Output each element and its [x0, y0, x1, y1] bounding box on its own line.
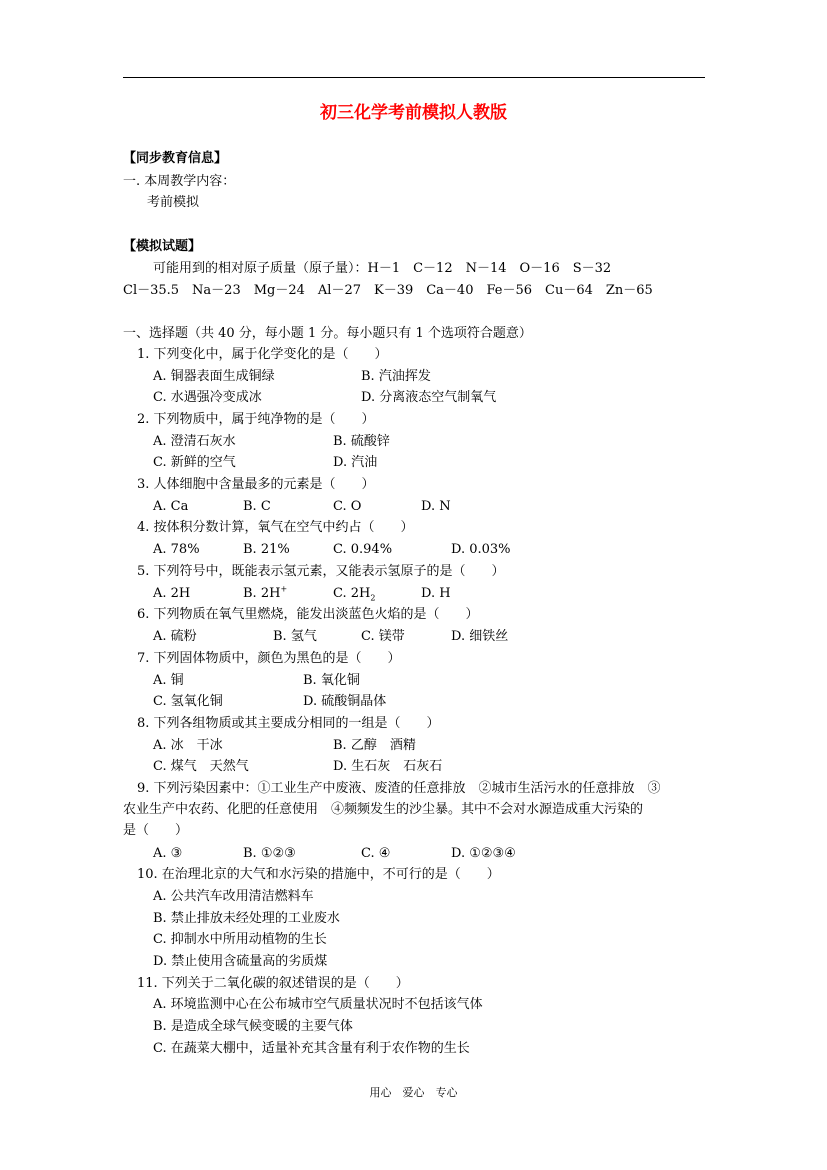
question-10-stem: 10. 在治理北京的大气和水污染的措施中，不可行的是（ ） — [137, 867, 500, 882]
question-5-option-a: A. 2H — [153, 586, 191, 601]
question-1-option-a: A. 铜器表面生成铜绿 — [153, 369, 275, 384]
question-5-option-c-text: C. 2H — [333, 586, 371, 601]
question-1-option-d: D. 分离液态空气制氧气 — [361, 390, 497, 405]
question-4-option-c: C. 0.94% — [333, 542, 393, 557]
question-5-stem: 5. 下列符号中，既能表示氢元素，又能表示氢原子的是（ ） — [137, 564, 505, 579]
question-5-option-b-text: B. 2H — [243, 586, 281, 601]
question-11-option-a: A. 环境监测中心在公布城市空气质量状况时不包括该气体 — [153, 997, 483, 1012]
question-1-option-c: C. 水遇强冷变成冰 — [153, 390, 262, 405]
question-8-stem: 8. 下列各组物质或其主要成分相同的一组是（ ） — [137, 716, 440, 731]
question-7-option-a: A. 铜 — [153, 673, 184, 688]
document-title: 初三化学考前模拟人教版 — [320, 103, 507, 123]
question-9-option-a: A. ③ — [153, 846, 183, 861]
question-8-option-b: B. 乙醇 酒精 — [333, 738, 416, 753]
question-11-option-c: C. 在蔬菜大棚中，适量补充其含量有利于农作物的生长 — [153, 1041, 470, 1056]
question-7-option-d: D. 硫酸铜晶体 — [303, 694, 387, 709]
question-9-line-1: 9. 下列污染因素中：①工业生产中废液、废渣的任意排放 ②城市生活污水的任意排放 ③ — [137, 781, 661, 796]
question-6-option-c: C. 镁带 — [361, 629, 405, 644]
question-4-option-b: B. 21% — [243, 542, 290, 557]
question-9-line-2: 农业生产中农药、化肥的任意使用 ④频频发生的沙尘暴。其中不会对水源造成重大污染的 — [123, 802, 644, 817]
question-9-option-d: D. ①②③④ — [451, 846, 516, 861]
question-10-option-a: A. 公共汽车改用清洁燃料车 — [153, 889, 314, 904]
question-3-option-d: D. N — [421, 499, 451, 514]
question-6-option-a: A. 硫粉 — [153, 629, 197, 644]
question-8-option-c: C. 煤气 天然气 — [153, 759, 249, 774]
question-10-option-d: D. 禁止使用含硫量高的劣质煤 — [153, 954, 328, 969]
page-footer: 用心 爱心 专心 — [369, 1086, 458, 1099]
question-6-option-b: B. 氢气 — [273, 629, 317, 644]
question-4-option-d: D. 0.03% — [451, 542, 511, 557]
question-2-option-c: C. 新鲜的空气 — [153, 455, 236, 470]
question-2-stem: 2. 下列物质中，属于纯净物的是（ ） — [137, 412, 375, 427]
sync-heading: 【同步教育信息】 — [123, 151, 228, 166]
question-6-option-d: D. 细铁丝 — [451, 629, 509, 644]
question-3-stem: 3. 人体细胞中含量最多的元素是（ ） — [137, 477, 375, 492]
question-2-option-d: D. 汽油 — [333, 455, 378, 470]
question-1-option-b: B. 汽油挥发 — [361, 369, 431, 384]
question-5-option-c — [333, 585, 375, 603]
question-5-option-b-charge: + — [280, 584, 288, 594]
atomic-mass-line-2: Cl－35.5 Na－23 Mg－24 Al－27 K－39 Ca－40 Fe－56 Cu－64 Zn－65 — [123, 283, 653, 298]
question-5-option-d: D. H — [421, 586, 451, 601]
atomic-mass-line-1: 可能用到的相对原子质量（原子量）：H－1 C－12 N－14 O－16 S－32 — [153, 261, 612, 276]
question-9-line-3: 是（ ） — [123, 823, 189, 838]
question-11-option-b: B. 是造成全球气候变暖的主要气体 — [153, 1019, 353, 1034]
question-5-option-b — [243, 585, 287, 603]
question-3-option-c: C. O — [333, 499, 362, 514]
part1-heading: 一、选择题（共 40 分，每小题 1 分。每小题只有 1 个选项符合题意） — [123, 326, 532, 341]
question-11-stem: 11. 下列关于二氧化碳的叙述错误的是（ ） — [137, 976, 409, 991]
question-4-option-a: A. 78% — [153, 542, 200, 557]
question-3-option-b: B. C — [243, 499, 271, 514]
question-8-option-d: D. 生石灰 石灰石 — [333, 759, 443, 774]
content-heading: 一. 本周教学内容： — [123, 174, 236, 189]
sim-heading: 【模拟试题】 — [123, 239, 202, 254]
content-item: 考前模拟 — [147, 195, 200, 210]
question-10-option-b: B. 禁止排放未经处理的工业废水 — [153, 911, 340, 926]
header-rule — [123, 77, 705, 78]
question-1-stem: 1. 下列变化中，属于化学变化的是（ ） — [137, 347, 388, 362]
question-7-stem: 7. 下列固体物质中，颜色为黑色的是（ ） — [137, 651, 401, 666]
question-8-option-a: A. 冰 干冰 — [153, 738, 223, 753]
question-7-option-c: C. 氢氧化铜 — [153, 694, 223, 709]
question-4-stem: 4. 按体积分数计算，氧气在空气中约占（ ） — [137, 520, 414, 535]
question-10-option-c: C. 抑制水中所用动植物的生长 — [153, 932, 327, 947]
question-3-option-a: A. Ca — [153, 499, 189, 514]
question-9-option-c: C. ④ — [361, 846, 391, 861]
question-2-option-a: A. 澄清石灰水 — [153, 434, 236, 449]
question-6-stem: 6. 下列物质在氧气里燃烧，能发出淡蓝色火焰的是（ ） — [137, 607, 479, 622]
question-9-option-b: B. ①②③ — [243, 846, 296, 861]
question-7-option-b: B. 氧化铜 — [303, 673, 360, 688]
question-2-option-b: B. 硫酸锌 — [333, 434, 390, 449]
question-5-option-c-subscript: 2 — [370, 593, 376, 603]
